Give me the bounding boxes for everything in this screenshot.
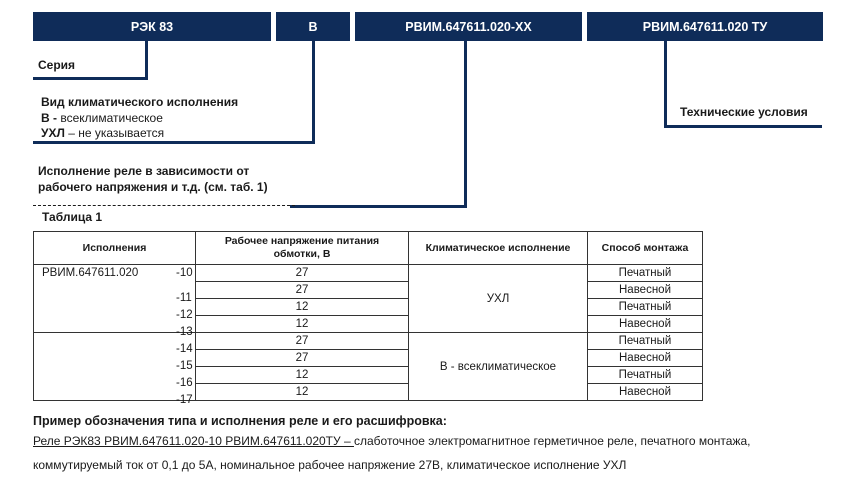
example-designation: Реле РЭК83 РВИМ.647611.020-10 РВИМ.647611.020ТУ – bbox=[33, 434, 354, 448]
row-name bbox=[34, 282, 196, 304]
row-voltage: 27 bbox=[196, 282, 409, 299]
climate-title: Вид климатического исполнения bbox=[41, 95, 239, 109]
table-row bbox=[34, 316, 703, 333]
table-header-row bbox=[34, 232, 703, 265]
row-voltage: 12 bbox=[196, 299, 409, 316]
tech-conditions-label: Технические условия bbox=[680, 105, 808, 119]
climate-b-line bbox=[41, 110, 163, 126]
row-name bbox=[34, 384, 196, 406]
header-designation-box bbox=[355, 12, 582, 41]
row-name bbox=[34, 367, 196, 389]
row-mount: Навесной bbox=[588, 384, 703, 401]
header-climate: Климатическое исполнение bbox=[409, 232, 588, 265]
row-mount: Навесной bbox=[588, 350, 703, 367]
row-voltage: 27 bbox=[196, 265, 409, 282]
row-voltage: 27 bbox=[196, 350, 409, 367]
table-row bbox=[34, 282, 703, 299]
row-name bbox=[34, 265, 196, 282]
row-mount: Печатный bbox=[588, 367, 703, 384]
header-techspec-label: РВИМ.647611.020 ТУ bbox=[642, 19, 768, 34]
table-caption: Таблица 1 bbox=[42, 210, 103, 224]
execution-line-2: рабочего напряжения и т.д. (см. таб. 1) bbox=[38, 180, 268, 194]
row-voltage: 27 bbox=[196, 333, 409, 350]
row-mount: Печатный bbox=[588, 299, 703, 316]
table-row bbox=[34, 384, 703, 401]
row-name bbox=[34, 350, 196, 372]
table-row bbox=[34, 367, 703, 384]
example-line-2: коммутируемый ток от 0,1 до 5А, номинальное рабочее напряжение 27В, климатическое исполнение УХЛ bbox=[33, 458, 627, 472]
example-title: Пример обозначения типа и исполнения реле и его расшифровка: bbox=[33, 414, 447, 428]
connector-execution-vertical bbox=[464, 41, 467, 208]
row-suffix: -11 bbox=[176, 292, 192, 304]
series-label: Серия bbox=[38, 58, 76, 72]
table-row bbox=[34, 333, 703, 350]
climate-b-key: В - bbox=[41, 111, 61, 125]
climate-group-uhl: УХЛ bbox=[409, 265, 588, 333]
header-mounting: Способ монтажа bbox=[588, 232, 703, 265]
climate-b-value: всеклиматическое bbox=[60, 111, 163, 125]
header-climate-box bbox=[276, 12, 350, 41]
header-techspec-box bbox=[587, 12, 823, 41]
row-name bbox=[34, 333, 196, 356]
row-suffix: -10 bbox=[176, 267, 193, 280]
header-series-label: РЭК 83 bbox=[130, 19, 174, 34]
row-name bbox=[34, 299, 196, 321]
row-voltage: 12 bbox=[196, 367, 409, 384]
climate-group-all: В - всеклиматическое bbox=[409, 333, 588, 401]
connector-series-vertical bbox=[145, 41, 148, 80]
connector-techspec-vertical bbox=[664, 41, 667, 128]
climate-uhl-value: – не указывается bbox=[64, 126, 165, 140]
table-row bbox=[34, 265, 703, 282]
climate-uhl-key: УХЛ bbox=[41, 126, 65, 140]
header-voltage bbox=[196, 232, 409, 265]
row-mount: Навесной bbox=[588, 316, 703, 333]
header-voltage-text: Рабочее напряжение питания обмотки, В bbox=[224, 235, 380, 260]
dashed-separator bbox=[33, 205, 295, 206]
row-suffix: -15 bbox=[176, 360, 193, 372]
row-suffix: -13 bbox=[176, 325, 193, 338]
connector-climate-vertical bbox=[312, 41, 315, 144]
row-suffix: -14 bbox=[176, 343, 193, 356]
row-mount: Навесной bbox=[588, 282, 703, 299]
header-designation-label: РВИМ.647611.020-XX bbox=[405, 19, 532, 34]
example-line-1-rest: слаботочное электромагнитное герметичное реле, печатного монтажа, bbox=[353, 434, 751, 448]
example-line-1 bbox=[33, 434, 751, 448]
connector-climate-horizontal bbox=[33, 141, 315, 144]
connector-series-horizontal bbox=[33, 77, 148, 80]
row-suffix: -12 bbox=[176, 309, 193, 321]
row-mount: Печатный bbox=[588, 333, 703, 350]
climate-uhl-line bbox=[41, 125, 164, 141]
row-voltage: 12 bbox=[196, 316, 409, 333]
executions-table bbox=[33, 231, 703, 406]
row-suffix: -17 bbox=[176, 393, 193, 406]
row-voltage: 12 bbox=[196, 384, 409, 401]
base-name: РВИМ.647611.020 bbox=[42, 267, 139, 280]
execution-line-1: Исполнение реле в зависимости от bbox=[38, 164, 250, 178]
table-row bbox=[34, 350, 703, 367]
row-suffix: -16 bbox=[176, 377, 193, 389]
table-row bbox=[34, 299, 703, 316]
row-name bbox=[34, 316, 196, 338]
header-series-box bbox=[33, 12, 271, 41]
header-executions: Исполнения bbox=[34, 232, 196, 265]
connector-execution-horizontal bbox=[290, 205, 467, 208]
header-climate-label: В bbox=[308, 19, 318, 34]
row-mount: Печатный bbox=[588, 265, 703, 282]
connector-techspec-horizontal bbox=[664, 125, 822, 128]
